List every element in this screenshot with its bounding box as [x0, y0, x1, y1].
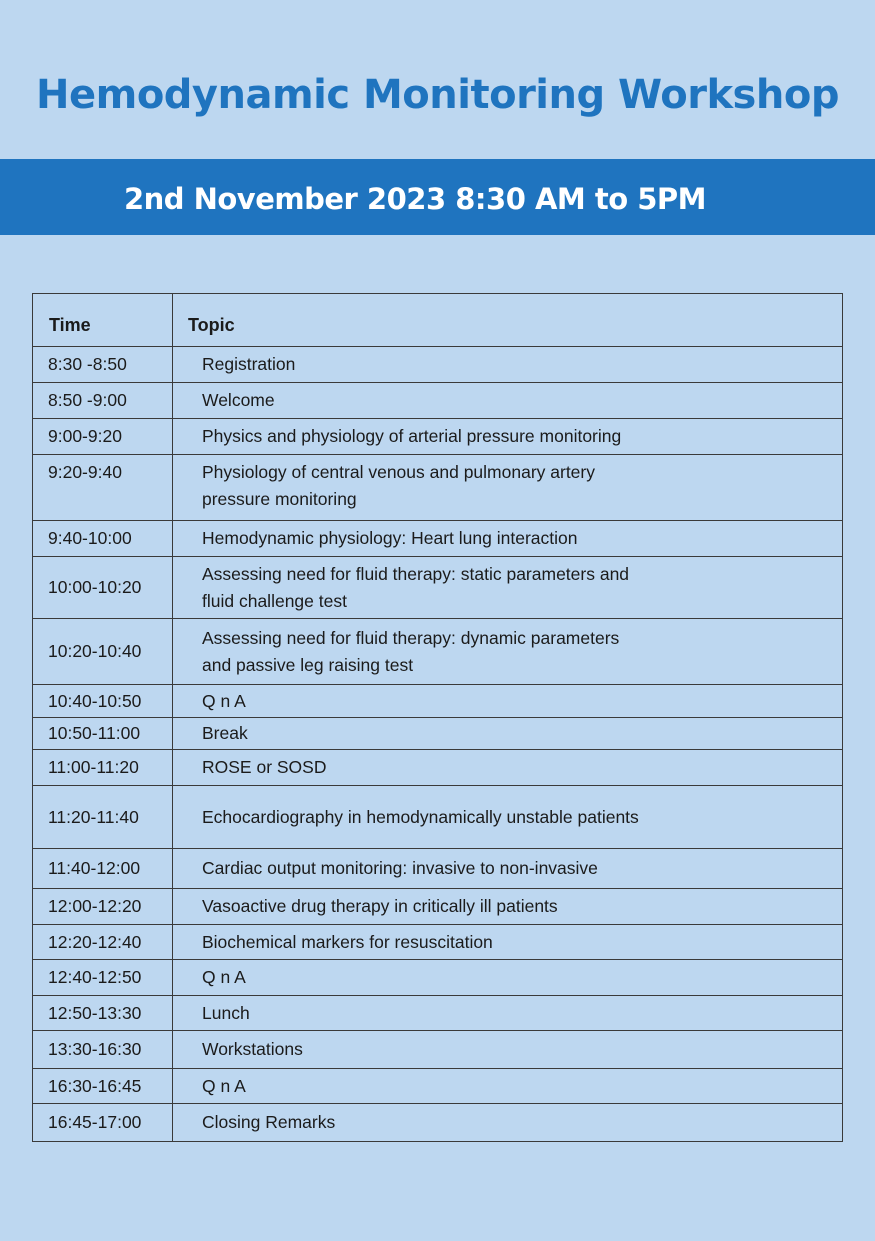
table-row: [33, 521, 843, 557]
table-header-row: [33, 294, 843, 347]
row-time: 10:20-10:40: [33, 619, 173, 685]
table-row: [33, 889, 843, 925]
column-header-topic: Topic: [173, 294, 843, 347]
agenda-body: [33, 347, 843, 1142]
row-topic: Vasoactive drug therapy in critically ill patients: [202, 896, 558, 916]
row-topic: Workstations: [202, 1039, 303, 1059]
agenda-table: [32, 293, 843, 1142]
table-row: [33, 685, 843, 718]
row-time: 10:00-10:20: [33, 557, 173, 619]
table-row: [33, 347, 843, 383]
row-topic-cell: [173, 925, 843, 960]
row-topic: Physics and physiology of arterial pressure monitoring: [202, 426, 622, 446]
row-topic-cell: [173, 1069, 843, 1104]
row-topic: Assessing need for fluid therapy: static parameters and fluid challenge test: [202, 563, 630, 611]
column-header-time: Time: [33, 294, 173, 347]
row-time: 11:20-11:40: [33, 786, 173, 849]
table-row: [33, 419, 843, 455]
row-topic-cell: [173, 619, 843, 685]
row-time: 10:50-11:00: [33, 718, 173, 750]
table-row: [33, 996, 843, 1031]
table-row: [33, 750, 843, 786]
row-topic: Assessing need for fluid therapy: dynamic parameters and passive leg raising test: [202, 627, 620, 675]
row-time: 8:50 -9:00: [33, 383, 173, 419]
row-time: 12:50-13:30: [33, 996, 173, 1031]
row-time: 12:00-12:20: [33, 889, 173, 925]
table-row: [33, 925, 843, 960]
row-topic: Q n A: [202, 1075, 246, 1096]
row-topic: Biochemical markers for resuscitation: [202, 931, 493, 952]
row-topic-cell: [173, 383, 843, 419]
table-row: [33, 1031, 843, 1069]
row-topic: Q n A: [202, 690, 246, 711]
row-topic: Hemodynamic physiology: Heart lung interaction: [202, 528, 578, 548]
row-topic-cell: [173, 786, 843, 849]
row-topic: Cardiac output monitoring: invasive to non-invasive: [202, 858, 598, 878]
row-topic-cell: [173, 750, 843, 786]
row-time: 10:40-10:50: [33, 685, 173, 718]
row-topic: Physiology of central venous and pulmonary artery pressure monitoring: [202, 462, 595, 509]
table-row: [33, 1104, 843, 1142]
row-topic: Welcome: [202, 390, 275, 410]
row-topic-cell: [173, 849, 843, 889]
row-topic-cell: [173, 455, 843, 521]
row-topic-cell: [173, 685, 843, 718]
row-topic-cell: [173, 521, 843, 557]
date-banner-text: 2nd November 2023 8:30 AM to 5PM: [123, 182, 707, 216]
row-topic-cell: [173, 1104, 843, 1142]
row-topic: Break: [202, 723, 248, 743]
row-topic-cell: [173, 1031, 843, 1069]
row-topic-cell: [173, 557, 843, 619]
row-time: 9:40-10:00: [33, 521, 173, 557]
row-time: 12:40-12:50: [33, 960, 173, 996]
row-time: 16:45-17:00: [33, 1104, 173, 1142]
row-topic: Registration: [202, 354, 296, 374]
table-row: [33, 455, 843, 521]
row-topic: Echocardiography in hemodynamically unstable patients: [202, 806, 639, 827]
row-topic-cell: [173, 889, 843, 925]
row-time: 11:00-11:20: [33, 750, 173, 786]
row-time: 13:30-16:30: [33, 1031, 173, 1069]
row-time: 11:40-12:00: [33, 849, 173, 889]
page-title: Hemodynamic Monitoring Workshop: [36, 72, 839, 118]
row-topic-cell: [173, 718, 843, 750]
row-topic: Closing Remarks: [202, 1112, 336, 1132]
row-topic-cell: [173, 419, 843, 455]
row-topic-cell: [173, 960, 843, 996]
row-topic-cell: [173, 996, 843, 1031]
row-time: 9:00-9:20: [33, 419, 173, 455]
row-time: 9:20-9:40: [33, 455, 173, 521]
table-row: [33, 383, 843, 419]
table-row: [33, 619, 843, 685]
date-banner: [0, 159, 875, 235]
table-row: [33, 718, 843, 750]
table-row: [33, 1069, 843, 1104]
table-row: [33, 849, 843, 889]
row-time: 12:20-12:40: [33, 925, 173, 960]
row-topic: Lunch: [202, 1002, 250, 1023]
table-row: [33, 557, 843, 619]
row-topic: Q n A: [202, 967, 246, 987]
row-topic-cell: [173, 347, 843, 383]
table-row: [33, 960, 843, 996]
table-row: [33, 786, 843, 849]
row-topic: ROSE or SOSD: [202, 757, 327, 777]
row-time: 16:30-16:45: [33, 1069, 173, 1104]
row-time: 8:30 -8:50: [33, 347, 173, 383]
